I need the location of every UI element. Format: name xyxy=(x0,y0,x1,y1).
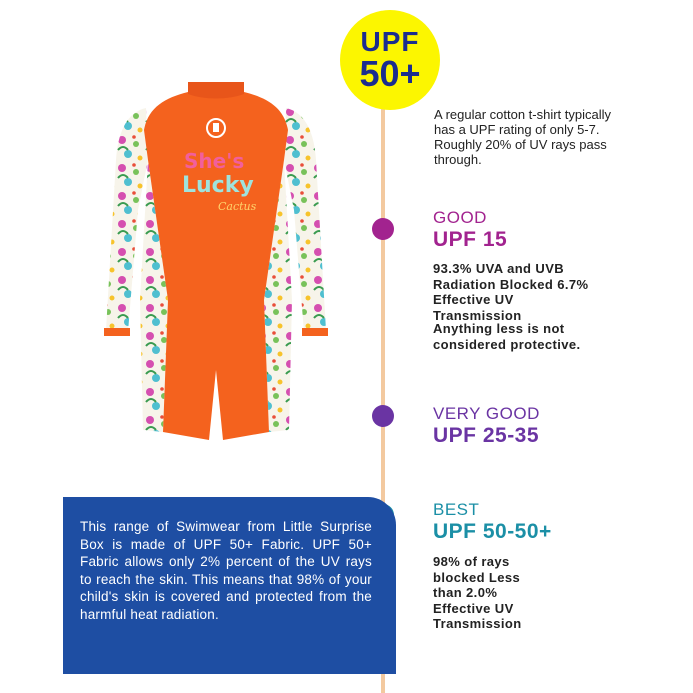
swimsuit-product-image xyxy=(88,50,343,450)
level-best xyxy=(433,500,552,544)
badge-line-1: UPF xyxy=(360,26,420,57)
level-best-desc: 98% of rays blocked Less than 2.0% Effective UV Transmission xyxy=(433,554,522,631)
info-box-text: This range of Swimwear from Little Surprise Box is made of UPF 50+ Fabric. UPF 50+ Fabric allows only 2% percent of the UV rays to reach the skin. This means that 98% of your child's skin is covered and protected from the harmful heat radiation. xyxy=(80,519,372,622)
badge-line-2: 50+ xyxy=(359,53,421,94)
level-good-desc: 93.3% UVA and UVB Radiation Blocked 6.7% Effective UV Transmission xyxy=(433,261,589,323)
level-verygood-rating: VERY GOOD xyxy=(433,404,540,423)
level-best-rating: BEST xyxy=(433,500,480,519)
upf-badge xyxy=(340,10,440,110)
level-good-upf: UPF 15 xyxy=(433,228,508,251)
print-line-1: She's xyxy=(184,149,245,173)
print-line-2: Lucky xyxy=(182,173,254,198)
level-verygood xyxy=(433,404,540,448)
print-line-3: Cactus xyxy=(218,200,257,213)
level-verygood-dot xyxy=(372,405,394,427)
level-verygood-upf: UPF 25-35 xyxy=(433,424,540,447)
intro-text: A regular cotton t-shirt typically has a UPF rating of only 5-7. Roughly 20% of UV rays pass through. xyxy=(434,107,612,167)
level-good-rating: GOOD xyxy=(433,208,487,227)
level-good-note: Anything less is not considered protective. xyxy=(433,321,581,352)
level-good xyxy=(433,208,507,252)
level-good-dot xyxy=(372,218,394,240)
level-best-upf: UPF 50-50+ xyxy=(433,520,552,543)
